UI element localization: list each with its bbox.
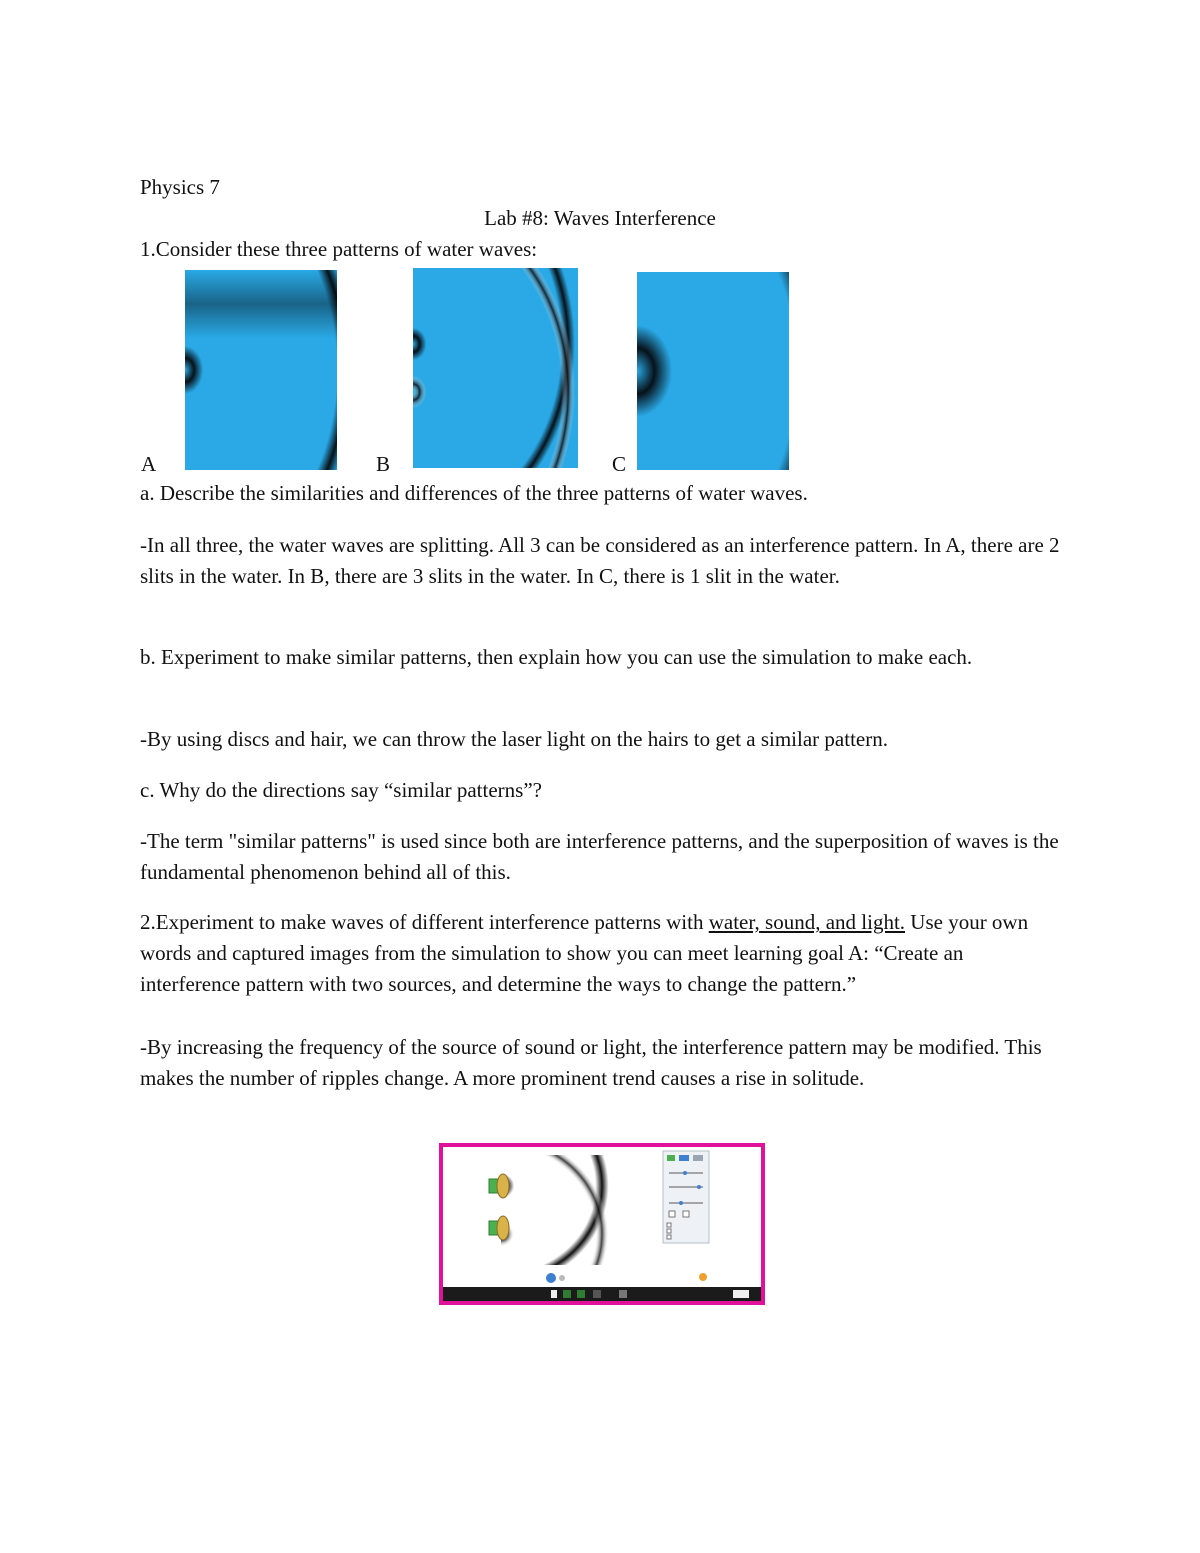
question-1c: c. Why do the directions say “similar patterns”? bbox=[140, 778, 542, 802]
question-2-underlined: water, sound, and light. bbox=[708, 910, 906, 934]
label-b: B bbox=[376, 452, 391, 476]
question-1b: b. Experiment to make similar patterns, then explain how you can use the simulation to make each. bbox=[140, 645, 973, 669]
answer-1a: -In all three, the water waves are splitting. All 3 can be considered as an interference pattern. In A, there are 2 slits in the water. In B, there are 3 slits in the water. In C, there is 1 slit in the water. bbox=[140, 533, 1060, 588]
label-a: A bbox=[141, 452, 157, 476]
question-2 bbox=[140, 907, 1060, 1000]
wave-pattern-b bbox=[413, 268, 578, 468]
answer-1c: -The term "similar patterns" is used since both are interference patterns, and the superposition of waves is the fundamental phenomenon behind all of this. bbox=[140, 829, 1059, 884]
question-1a: a. Describe the similarities and differences of the three patterns of water waves. bbox=[140, 481, 808, 505]
wave-pattern-c bbox=[637, 272, 789, 470]
wave-pattern-a bbox=[185, 270, 337, 470]
answer-1b: -By using discs and hair, we can throw the laser light on the hairs to get a similar pattern. bbox=[140, 727, 888, 751]
question-2-start: 2.Experiment to make waves of different interference patterns with bbox=[140, 910, 709, 934]
question-1-prompt: 1.Consider these three patterns of water waves: bbox=[140, 237, 538, 261]
label-c: C bbox=[612, 452, 627, 476]
answer-2: -By increasing the frequency of the source of sound or light, the interference pattern may be modified. This makes the number of ripples change. A more prominent trend causes a rise in solitude. bbox=[140, 1035, 1042, 1090]
simulation-image bbox=[443, 1147, 761, 1301]
course-name: Physics 7 bbox=[140, 175, 220, 199]
simulation-screenshot bbox=[439, 1143, 765, 1305]
lab-title: Lab #8: Waves Interference bbox=[484, 206, 716, 230]
question-2-end: Use your own words and captured images from the simulation to show you can meet learning goal A: “Create an interference pattern with two sources, and determine the ways to change the pattern.” bbox=[140, 910, 1029, 996]
